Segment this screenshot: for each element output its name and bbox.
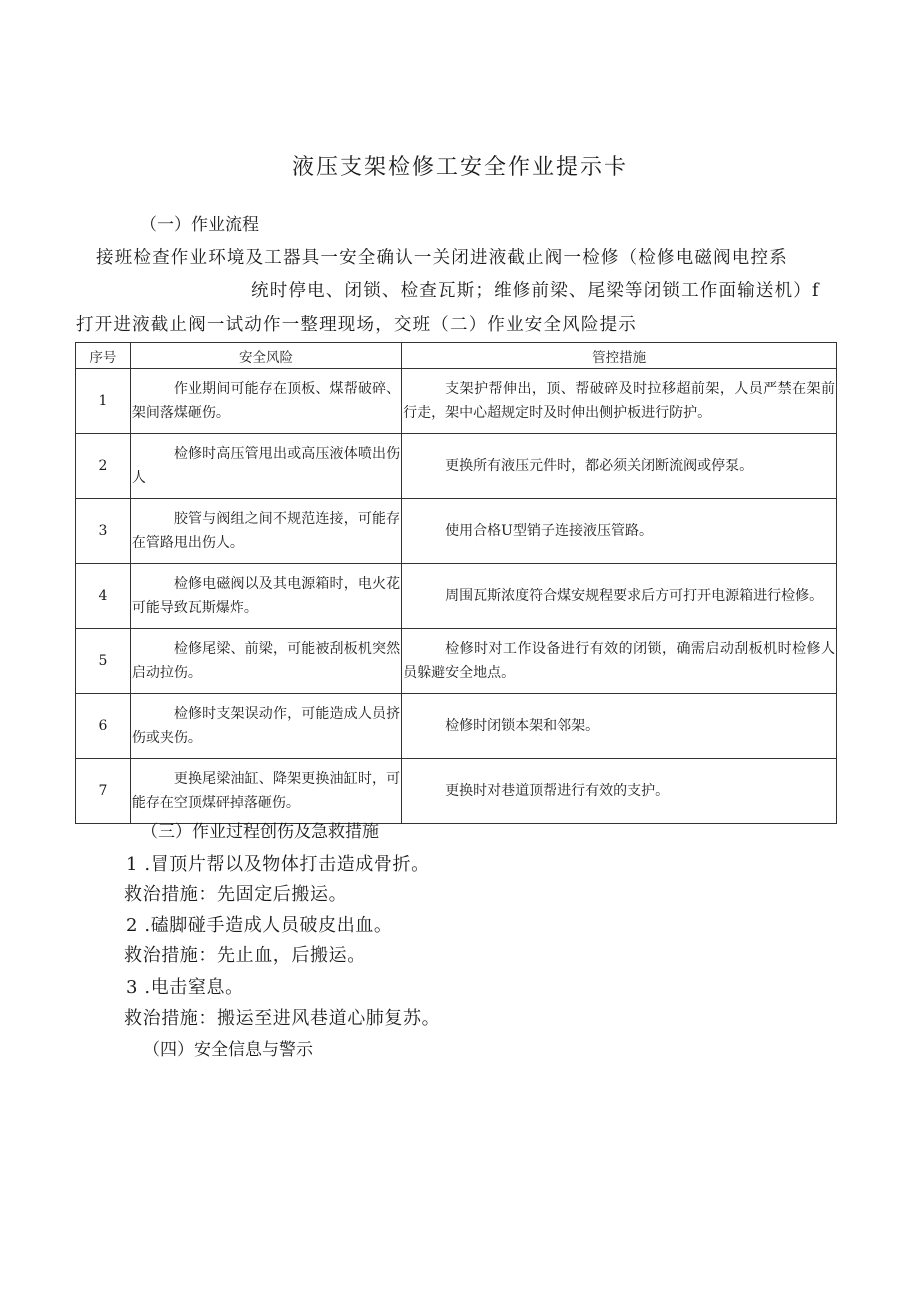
row-number: 4 bbox=[76, 564, 131, 629]
rescue-measure: 救治措施：先止血，后搬运。 bbox=[124, 945, 366, 966]
risk-cell: 检修尾梁、前梁，可能被刮板机突然启动拉伤。 bbox=[130, 629, 401, 694]
table-row bbox=[76, 629, 837, 694]
injury-item: 1 .冒顶片帮以及物体打击造成骨折。 bbox=[126, 854, 430, 875]
control-cell: 支架护帮伸出，顶、帮破碎及时拉移超前架，人员严禁在架前行走，架中心超规定时及时伸出侧护板进行防护。 bbox=[402, 369, 837, 434]
section-heading-first-aid: （三）作业过程创伤及急救措施 bbox=[141, 822, 379, 842]
control-cell: 检修时对工作设备进行有效的闭锁，确需启动刮板机时检修人员躲避安全地点。 bbox=[402, 629, 837, 694]
document-title: 液压支架检修工安全作业提示卡 bbox=[291, 155, 628, 180]
injury-item: 3 .电击窒息。 bbox=[126, 977, 244, 998]
risk-cell: 胶管与阀组之间不规范连接，可能存在管路甩出伤人。 bbox=[130, 499, 401, 564]
control-cell: 使用合格U型销子连接液压管路。 bbox=[402, 499, 837, 564]
injury-item: 2 .磕脚碰手造成人员破皮出血。 bbox=[126, 915, 393, 936]
header-number: 序号 bbox=[76, 343, 131, 369]
control-cell: 更换时对巷道顶帮进行有效的支护。 bbox=[402, 759, 837, 824]
section-heading-workflow: （一）作业流程 bbox=[140, 215, 259, 235]
control-cell: 周围瓦斯浓度符合煤安规程要求后方可打开电源箱进行检修。 bbox=[402, 564, 837, 629]
workflow-text-line: 打开进液截止阀一试动作一整理现场，交班（二）作业安全风险提示 bbox=[76, 315, 637, 335]
risk-cell: 更换尾梁油缸、降架更换油缸时，可能存在空顶煤砰掉落砸伤。 bbox=[130, 759, 401, 824]
rescue-measure: 救治措施：先固定后搬运。 bbox=[124, 884, 348, 905]
risk-cell: 作业期间可能存在顶板、煤帮破碎、架间落煤砸伤。 bbox=[130, 369, 401, 434]
row-number: 2 bbox=[76, 434, 131, 499]
table-header-row bbox=[76, 343, 837, 369]
risk-cell: 检修时高压管甩出或高压液体喷出伤人 bbox=[130, 434, 401, 499]
section-heading-safety-info: （四）安全信息与警示 bbox=[143, 1040, 313, 1060]
rescue-measure: 救治措施：搬运至进风巷道心肺复苏。 bbox=[124, 1008, 441, 1029]
table-row bbox=[76, 759, 837, 824]
risk-cell: 检修电磁阀以及其电源箱时，电火花可能导致瓦斯爆炸。 bbox=[130, 564, 401, 629]
risk-table bbox=[75, 342, 837, 824]
row-number: 1 bbox=[76, 369, 131, 434]
risk-cell: 检修时支架误动作，可能造成人员挤伤或夹伤。 bbox=[130, 694, 401, 759]
row-number: 7 bbox=[76, 759, 131, 824]
table-row bbox=[76, 369, 837, 434]
table-row bbox=[76, 694, 837, 759]
header-risk: 安全风险 bbox=[130, 343, 401, 369]
table-row bbox=[76, 564, 837, 629]
row-number: 5 bbox=[76, 629, 131, 694]
table-row bbox=[76, 434, 837, 499]
workflow-text-line: 接班检查作业环境及工器具一安全确认一关闭进液截止阀一检修（检修电磁阀电控系 bbox=[96, 248, 788, 268]
workflow-text-line: 统时停电、闭锁、检查瓦斯；维修前梁、尾梁等闭锁工作面输送机）f bbox=[251, 281, 820, 301]
row-number: 3 bbox=[76, 499, 131, 564]
header-control: 管控措施 bbox=[402, 343, 837, 369]
table-row bbox=[76, 499, 837, 564]
control-cell: 更换所有液压元件时，都必须关闭断流阀或停泵。 bbox=[402, 434, 837, 499]
row-number: 6 bbox=[76, 694, 131, 759]
control-cell: 检修时闭锁本架和邻架。 bbox=[402, 694, 837, 759]
